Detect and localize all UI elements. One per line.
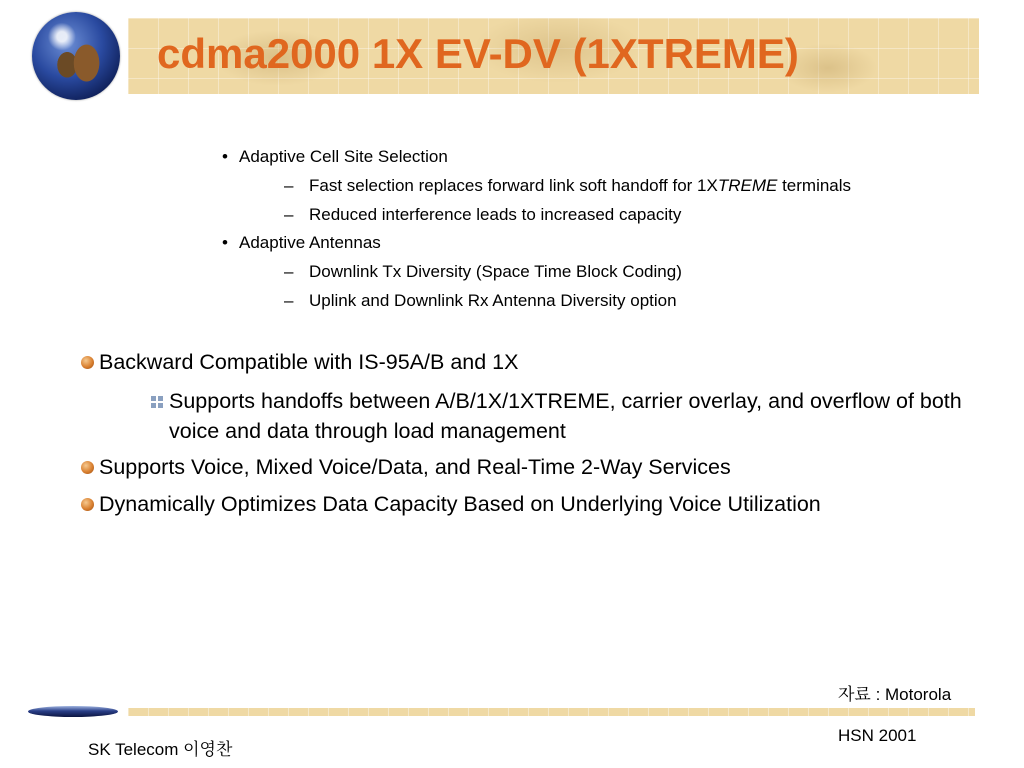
dash-marker: – [284,291,294,310]
conference-label: HSN 2001 [838,726,917,745]
sub-bullet-text: Supports handoffs between A/B/1X/1XTREME, carrier overlay, and overflow of both voice and data through load management [169,389,962,443]
footer-divider [128,708,975,716]
sub-text: Reduced interference leads to increased capacity [309,205,682,224]
list-item [222,233,381,253]
dash-marker: – [284,262,294,281]
list-item [284,176,852,196]
sub-text: Fast selection replaces forward link soft handoff for 1X [309,176,718,195]
sub-text: Uplink and Downlink Rx Antenna Diversity option [309,291,677,310]
main-bullet-text: Dynamically Optimizes Data Capacity Based on Underlying Voice Utilization [99,492,821,516]
main-bullet-text: Supports Voice, Mixed Voice/Data, and Real-Time 2-Way Services [99,455,731,479]
slide-title: cdma2000 1X EV-DV (1XTREME) [157,30,799,77]
bullet-dot: • [222,147,228,166]
list-item [284,205,682,225]
list-item [99,349,518,376]
blue-square-bullet-icon [151,396,163,408]
orange-orb-bullet-icon [81,356,94,369]
list-item [284,291,677,311]
source-note: 자료 : Motorola [838,685,952,704]
orange-orb-bullet-icon [81,498,94,511]
dash-marker: – [284,176,294,195]
company-label: SK Telecom 이영찬 [88,740,233,759]
dash-marker: – [284,205,294,224]
blue-lens-icon [28,706,118,717]
bullet-text: Adaptive Cell Site Selection [239,147,448,166]
bullet-text: Adaptive Antennas [239,233,381,252]
sub-text-italic: TREME [717,176,778,195]
list-item [99,454,731,481]
list-item [284,262,682,282]
orange-orb-bullet-icon [81,461,94,474]
list-item [99,491,821,518]
list-item [222,147,448,167]
main-bullet-text: Backward Compatible with IS-95A/B and 1X [99,350,519,374]
list-item [169,386,969,446]
globe-icon [32,12,120,100]
sub-text: Downlink Tx Diversity (Space Time Block Coding) [309,262,682,281]
bullet-dot: • [222,233,228,252]
sub-text-post: terminals [777,176,852,195]
